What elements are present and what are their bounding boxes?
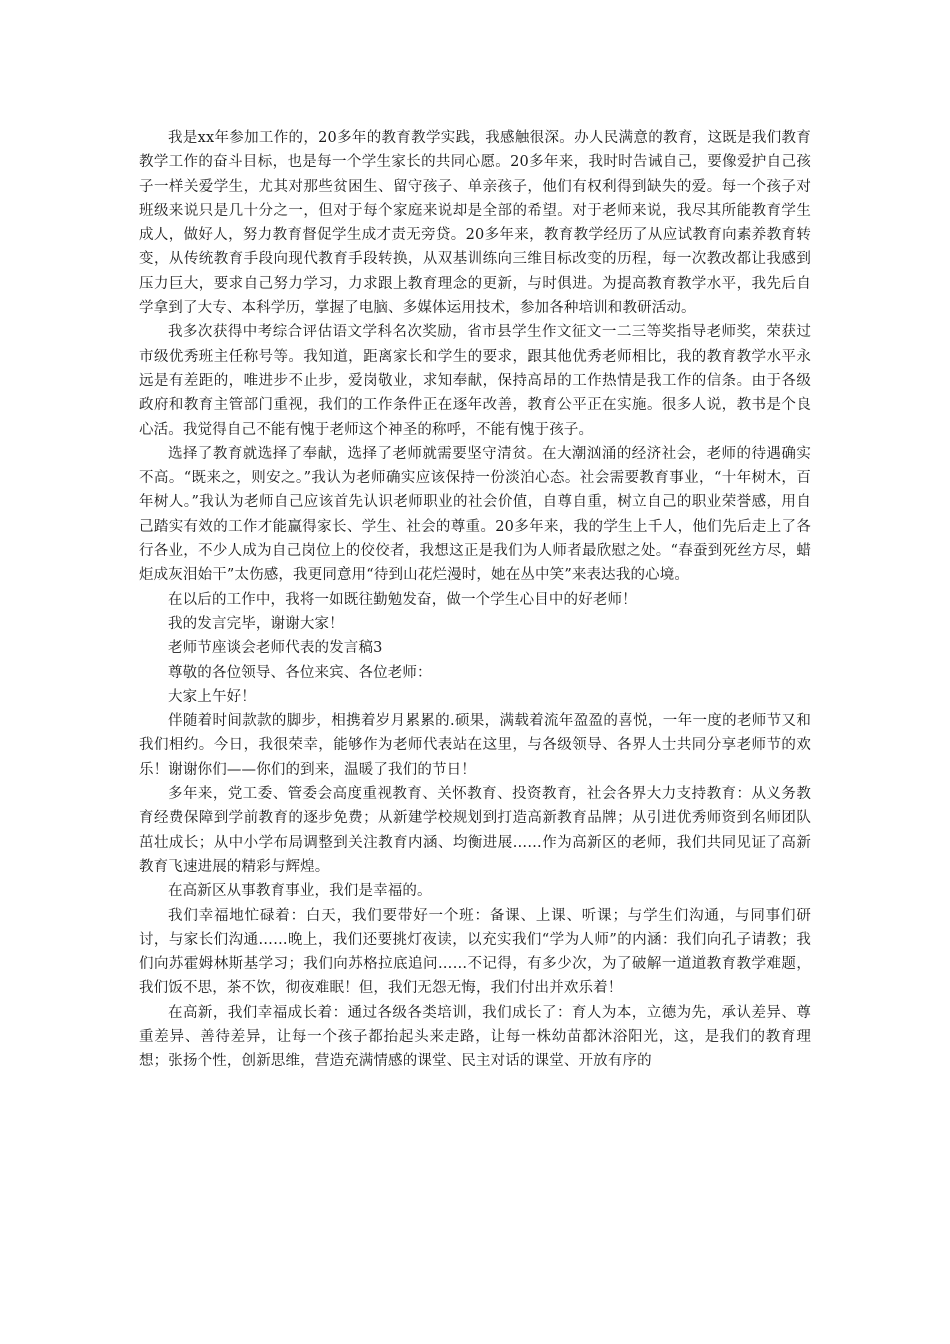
paragraph-2: 我多次获得中考综合评估语文学科名次奖励，省市县学生作文征文一二三等奖指导老师奖，荣获过市级优秀班主任称号等。我知道，距离家长和学生的要求，跟其他优秀老师相比，我的教育教学水平永远是有差距的，唯进步不止步，爱岗敬业，求知奉献，保持高昂的工作热情是我工作的信条。由于各级政府和教育主管部门重视，我们的工作条件正在逐年改善，教育公平正在实施。很多人说，教书是个良心活。我觉得自己不能有愧于老师这个神圣的称呼，不能有愧于孩子。 xyxy=(139,324,811,438)
document-body xyxy=(139,126,811,1074)
speech-heading: 老师节座谈会老师代表的发言稿3 xyxy=(168,640,383,657)
paragraph-10: 多年来，党工委、管委会高度重视教育、关怀教育、投资教育，社会各界大力支持教育：从义务教育经费保障到学前教育的逐步免费；从新建学校规划到打造高新教育品牌；从引进优秀师资到名师团队茁壮成长；从中小学布局调整到关注教育内涵、均衡进展……作为高新区的老师，我们共同见证了高新教育飞速进展的精彩与辉煌。 xyxy=(139,786,811,875)
paragraph-13: 在高新，我们幸福成长着：通过各级各类培训，我们成长了：育人为本，立德为先，承认差异、尊重差异、善待差异，让每一个孩子都抬起头来走路，让每一株幼苗都沐浴阳光，这，是我们的教育理想；张扬个性，创新思维，营造充满情感的课堂、民主对话的课堂、开放有序的 xyxy=(139,1004,811,1070)
paragraph-4: 在以后的工作中，我将一如既往勤勉发奋，做一个学生心目中的好老师！ xyxy=(168,591,637,608)
paragraph-12: 我们幸福地忙碌着：白天，我们要带好一个班：备课、上课、听课；与学生们沟通，与同事们研讨，与家长们沟通……晚上，我们还要挑灯夜读，以充实我们“学为人师”的内涵：我们向孔子请教；我们向苏霍姆林斯基学习；我们向苏格拉底追问……不记得，有多少次，为了破解一道道教育教学难题，我们饭不思，茶不饮，彻夜难眠！但，我们无怨无悔，我们付出并欢乐着！ xyxy=(139,907,811,997)
paragraph-3: 选择了教育就选择了奉献，选择了老师就需要坚守清贫。在大潮汹涌的经济社会，老师的待遇确实不高。“既来之，则安之。”我认为老师确实应该保持一份淡泊心态。社会需要教育事业，“十年树木，百年树人。”我认为老师自己应该首先认识老师职业的社会价值，自尊自重，树立自己的职业荣誉感，用自己踏实有效的工作才能赢得家长、学生、社会的尊重。20多年来，我的学生上千人，他们先后走上了各行各业，不少人成为自己岗位上的佼佼者，我想这正是我们为人师者最欣慰之处。“春蚕到死丝方尽，蜡炬成灰泪始干”太伤感，我更同意用“待到山花烂漫时，她在丛中笑”来表达我的心境。 xyxy=(139,445,811,584)
greeting: 大家上午好！ xyxy=(168,688,256,705)
paragraph-9: 伴随着时间款款的脚步，相携着岁月累累的.硕果，满载着流年盈盈的喜悦，一年一度的老师节又和我们相约。今日，我很荣幸，能够作为老师代表站在这里，与各级领导、各界人士共同分享老师节的欢乐！谢谢你们——你们的到来，温暖了我们的节日！ xyxy=(139,713,811,778)
paragraph-1: 我是xx年参加工作的，20多年的教育教学实践，我感触很深。办人民满意的教育，这既是我们教育教学工作的奋斗目标，也是每一个学生家长的共同心愿。20多年来，我时时告诫自己，要像爱护自己孩子一样关爱学生，尤其对那些贫困生、留守孩子、单亲孩子，他们有权利得到缺失的爱。每一个孩子对班级来说只是几十分之一，但对于每个家庭来说却是全部的希望。对于老师来说，我尽其所能教育学生成人，做好人，努力教育督促学生成才责无旁贷。20多年来，教育教学经历了从应试教育向素养教育转变，从传统教育手段向现代教育手段转换，从双基训练向三维目标改变的历程，每一次教改都让我感到压力巨大，要求自己努力学习，力求跟上教育理念的更新，与时俱进。为提高教育教学水平，我先后自学拿到了大专、本科学历，掌握了电脑、多媒体运用技术，参加各种培训和教研活动。 xyxy=(139,130,811,317)
paragraph-5: 我的发言完毕，谢谢大家！ xyxy=(168,615,344,632)
salutation: 尊敬的各位领导、各位来宾、各位老师： xyxy=(168,664,432,681)
paragraph-11: 在高新区从事教育事业，我们是幸福的。 xyxy=(168,883,432,900)
